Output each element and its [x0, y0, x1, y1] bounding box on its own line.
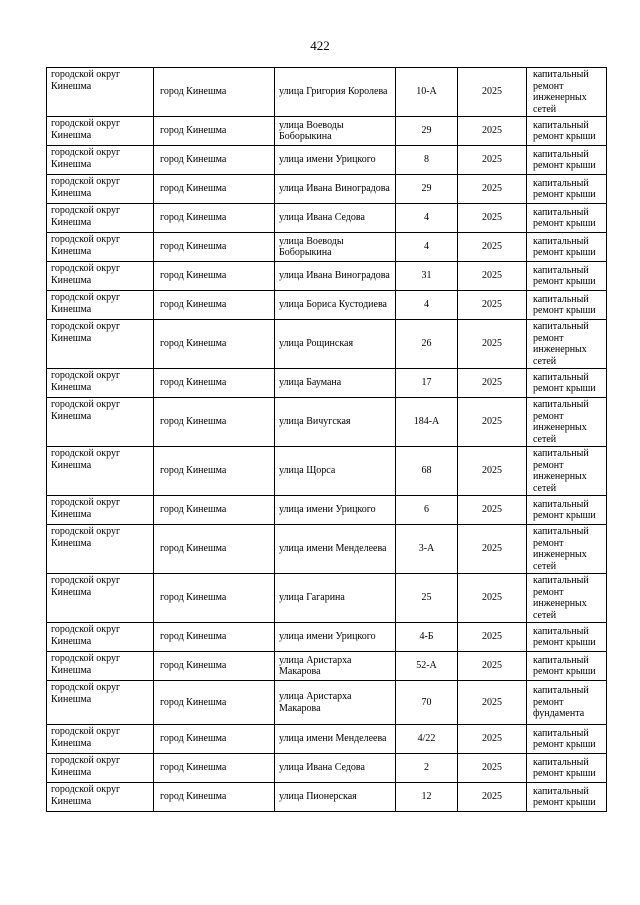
district-cell: городской округ Кинешма	[47, 175, 154, 204]
district-cell: городской округ Кинешма	[47, 681, 154, 725]
district-cell: городской округ Кинешма	[47, 725, 154, 754]
city-cell: город Кинешма	[154, 117, 275, 146]
city-cell: город Кинешма	[154, 369, 275, 398]
work-type-cell: капитальный ремонт крыши	[527, 117, 607, 146]
street-cell: улица имени Урицкого	[275, 496, 396, 525]
year-cell: 2025	[458, 681, 527, 725]
year-cell: 2025	[458, 291, 527, 320]
work-type-cell: капитальный ремонт крыши	[527, 233, 607, 262]
work-type-cell: капитальный ремонт фундамента	[527, 681, 607, 725]
table-body	[47, 68, 607, 812]
street-cell: улица Бориса Кустодиева	[275, 291, 396, 320]
house-number-cell: 4-Б	[396, 623, 458, 652]
city-cell: город Кинешма	[154, 175, 275, 204]
city-cell: город Кинешма	[154, 496, 275, 525]
street-cell: улица Щорса	[275, 447, 396, 496]
district-cell: городской округ Кинешма	[47, 783, 154, 812]
year-cell: 2025	[458, 369, 527, 398]
street-cell: улица Пионерская	[275, 783, 396, 812]
district-cell: городской округ Кинешма	[47, 525, 154, 574]
work-type-cell: капитальный ремонт инженерных сетей	[527, 574, 607, 623]
house-number-cell: 70	[396, 681, 458, 725]
year-cell: 2025	[458, 574, 527, 623]
district-cell: городской округ Кинешма	[47, 320, 154, 369]
house-number-cell: 3-А	[396, 525, 458, 574]
district-cell: городской округ Кинешма	[47, 623, 154, 652]
table-row	[47, 623, 607, 652]
city-cell: город Кинешма	[154, 681, 275, 725]
year-cell: 2025	[458, 623, 527, 652]
street-cell: улица имени Менделеева	[275, 725, 396, 754]
table-row	[47, 175, 607, 204]
house-number-cell: 4	[396, 291, 458, 320]
house-number-cell: 29	[396, 175, 458, 204]
district-cell: городской округ Кинешма	[47, 146, 154, 175]
work-type-cell: капитальный ремонт крыши	[527, 369, 607, 398]
district-cell: городской округ Кинешма	[47, 652, 154, 681]
city-cell: город Кинешма	[154, 262, 275, 291]
year-cell: 2025	[458, 725, 527, 754]
district-cell: городской округ Кинешма	[47, 233, 154, 262]
street-cell: улица Ивана Виноградова	[275, 175, 396, 204]
house-number-cell: 17	[396, 369, 458, 398]
house-number-cell: 10-А	[396, 68, 458, 117]
year-cell: 2025	[458, 525, 527, 574]
house-number-cell: 26	[396, 320, 458, 369]
year-cell: 2025	[458, 754, 527, 783]
house-number-cell: 31	[396, 262, 458, 291]
district-cell: городской округ Кинешма	[47, 574, 154, 623]
table-row	[47, 725, 607, 754]
table-row	[47, 525, 607, 574]
street-cell: улица Ивана Седова	[275, 204, 396, 233]
year-cell: 2025	[458, 447, 527, 496]
house-number-cell: 184-А	[396, 398, 458, 447]
year-cell: 2025	[458, 496, 527, 525]
table-row	[47, 574, 607, 623]
district-cell: городской округ Кинешма	[47, 262, 154, 291]
work-type-cell: капитальный ремонт крыши	[527, 204, 607, 233]
street-cell: улица Ивана Седова	[275, 754, 396, 783]
work-type-cell: капитальный ремонт инженерных сетей	[527, 525, 607, 574]
table-row	[47, 447, 607, 496]
house-number-cell: 68	[396, 447, 458, 496]
repair-schedule-table	[46, 67, 607, 812]
table-row	[47, 652, 607, 681]
district-cell: городской округ Кинешма	[47, 291, 154, 320]
district-cell: городской округ Кинешма	[47, 369, 154, 398]
table-row	[47, 369, 607, 398]
street-cell: улица Воеводы Боборыкина	[275, 117, 396, 146]
city-cell: город Кинешма	[154, 525, 275, 574]
work-type-cell: капитальный ремонт крыши	[527, 496, 607, 525]
city-cell: город Кинешма	[154, 725, 275, 754]
year-cell: 2025	[458, 204, 527, 233]
year-cell: 2025	[458, 233, 527, 262]
house-number-cell: 4	[396, 233, 458, 262]
table-row	[47, 320, 607, 369]
district-cell: городской округ Кинешма	[47, 754, 154, 783]
work-type-cell: капитальный ремонт инженерных сетей	[527, 68, 607, 117]
table-row	[47, 681, 607, 725]
house-number-cell: 29	[396, 117, 458, 146]
district-cell: городской округ Кинешма	[47, 496, 154, 525]
house-number-cell: 8	[396, 146, 458, 175]
city-cell: город Кинешма	[154, 233, 275, 262]
work-type-cell: капитальный ремонт инженерных сетей	[527, 398, 607, 447]
street-cell: улица Аристарха Макарова	[275, 681, 396, 725]
street-cell: улица имени Урицкого	[275, 623, 396, 652]
house-number-cell: 12	[396, 783, 458, 812]
street-cell: улица Аристарха Макарова	[275, 652, 396, 681]
city-cell: город Кинешма	[154, 291, 275, 320]
table-row	[47, 146, 607, 175]
house-number-cell: 52-А	[396, 652, 458, 681]
city-cell: город Кинешма	[154, 320, 275, 369]
year-cell: 2025	[458, 68, 527, 117]
year-cell: 2025	[458, 146, 527, 175]
table-row	[47, 398, 607, 447]
street-cell: улица имени Урицкого	[275, 146, 396, 175]
house-number-cell: 2	[396, 754, 458, 783]
table-row	[47, 754, 607, 783]
work-type-cell: капитальный ремонт крыши	[527, 175, 607, 204]
work-type-cell: капитальный ремонт крыши	[527, 725, 607, 754]
work-type-cell: капитальный ремонт крыши	[527, 146, 607, 175]
street-cell: улица Воеводы Боборыкина	[275, 233, 396, 262]
street-cell: улица имени Менделеева	[275, 525, 396, 574]
table-row	[47, 783, 607, 812]
city-cell: город Кинешма	[154, 447, 275, 496]
year-cell: 2025	[458, 398, 527, 447]
street-cell: улица Вичугская	[275, 398, 396, 447]
street-cell: улица Ивана Виноградова	[275, 262, 396, 291]
district-cell: городской округ Кинешма	[47, 117, 154, 146]
table-row	[47, 68, 607, 117]
table-row	[47, 262, 607, 291]
year-cell: 2025	[458, 117, 527, 146]
page-number: 422	[310, 38, 330, 53]
house-number-cell: 6	[396, 496, 458, 525]
district-cell: городской округ Кинешма	[47, 204, 154, 233]
house-number-cell: 25	[396, 574, 458, 623]
street-cell: улица Рощинская	[275, 320, 396, 369]
city-cell: город Кинешма	[154, 68, 275, 117]
work-type-cell: капитальный ремонт крыши	[527, 291, 607, 320]
district-cell: городской округ Кинешма	[47, 447, 154, 496]
street-cell: улица Баумана	[275, 369, 396, 398]
work-type-cell: капитальный ремонт крыши	[527, 652, 607, 681]
work-type-cell: капитальный ремонт крыши	[527, 262, 607, 291]
work-type-cell: капитальный ремонт инженерных сетей	[527, 447, 607, 496]
table-row	[47, 204, 607, 233]
work-type-cell: капитальный ремонт инженерных сетей	[527, 320, 607, 369]
city-cell: город Кинешма	[154, 623, 275, 652]
street-cell: улица Гагарина	[275, 574, 396, 623]
city-cell: город Кинешма	[154, 783, 275, 812]
house-number-cell: 4	[396, 204, 458, 233]
city-cell: город Кинешма	[154, 146, 275, 175]
city-cell: город Кинешма	[154, 652, 275, 681]
table-row	[47, 117, 607, 146]
table-row	[47, 291, 607, 320]
year-cell: 2025	[458, 652, 527, 681]
city-cell: город Кинешма	[154, 398, 275, 447]
city-cell: город Кинешма	[154, 754, 275, 783]
district-cell: городской округ Кинешма	[47, 68, 154, 117]
street-cell: улица Григория Королева	[275, 68, 396, 117]
work-type-cell: капитальный ремонт крыши	[527, 623, 607, 652]
table-row	[47, 233, 607, 262]
year-cell: 2025	[458, 175, 527, 204]
work-type-cell: капитальный ремонт крыши	[527, 754, 607, 783]
year-cell: 2025	[458, 320, 527, 369]
house-number-cell: 4/22	[396, 725, 458, 754]
city-cell: город Кинешма	[154, 574, 275, 623]
work-type-cell: капитальный ремонт крыши	[527, 783, 607, 812]
city-cell: город Кинешма	[154, 204, 275, 233]
year-cell: 2025	[458, 783, 527, 812]
year-cell: 2025	[458, 262, 527, 291]
table-row	[47, 496, 607, 525]
district-cell: городской округ Кинешма	[47, 398, 154, 447]
